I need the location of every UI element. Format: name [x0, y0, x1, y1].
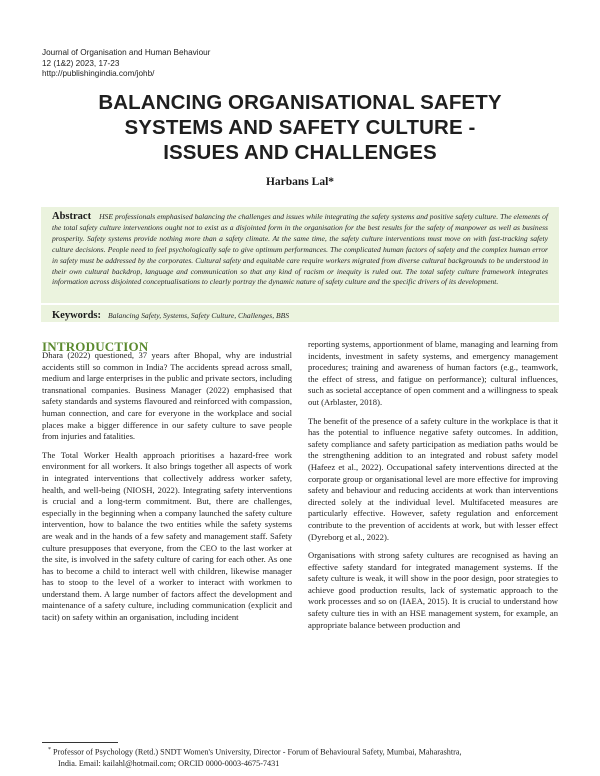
keywords-text: Balancing Safety, Systems, Safety Culture, Challenges, BBS: [108, 311, 290, 320]
body-paragraph: reporting systems, apportionment of blame, managing and learning from incidents, investment in safety systems, and emergency management procedures; training and awareness of human factors (e.g., teamwork, the effect of stress, and fatigue on performance); cultural influences, such as societal acceptance of open comment and a willingness to speak out (Arblaster, 2018).: [308, 339, 558, 407]
keywords-box: [41, 305, 559, 322]
article-title: [40, 90, 560, 165]
section-heading-introduction: INTRODUCTION: [42, 339, 149, 354]
title-line-3: ISSUES AND CHALLENGES: [163, 141, 437, 164]
abstract-paragraph: [52, 212, 548, 288]
abstract-label: Abstract: [52, 211, 92, 222]
journal-url[interactable]: http://publishingindia.com/johb/: [42, 69, 155, 79]
abstract-box: [41, 207, 559, 303]
footnote-divider: [42, 742, 118, 743]
footnote-affiliation: Professor of Psychology (Retd.) SNDT Women's University, Director - Forum of Behavioural Safety, Mumbai, Maharashtra,: [53, 747, 462, 757]
journal-header: [42, 48, 210, 80]
keywords-label: Keywords:: [52, 310, 101, 321]
journal-volume: 12 (1&2) 2023, 17-23: [42, 58, 120, 68]
footnote-marker: *: [48, 747, 51, 753]
journal-name: Journal of Organisation and Human Behaviour: [42, 48, 211, 57]
body-paragraph: Dhara (2022) questioned, 37 years after Bhopal, why are industrial accidents still so common in India? The accidents spread across small, medium and large enterprises in the public and private sectors, including transnational companies. Business Manager (2022) emphasised that safety standards and systems flavoured and reinforced with compassion, human connection, and care for everyone in the workplace and social places make a bigger difference in our safety culture to save people from injuries and fatalities.: [42, 350, 292, 442]
title-line-1: BALANCING ORGANISATIONAL SAFETY: [98, 91, 502, 114]
footnote-line-2: India. Email: kailahl@hotmail.com; ORCID 0000-0003-4675-7431: [58, 758, 280, 768]
author-name: Harbans Lal*: [265, 176, 335, 188]
footnote-line-1: [48, 745, 568, 758]
author-footnote: [48, 745, 568, 769]
title-line-2: SYSTEMS AND SAFETY CULTURE -: [124, 116, 476, 139]
body-paragraph: The Total Worker Health approach prioritises a hazard-free work environment for all workers. It also brings together all aspects of work in integrated interventions that collectively address worker safety, health, and well-being (NIOSH, 2022). Integrating safety interventions is crucial and a long-term commitment. But, there are challenges, especially in the beginning when a company launched the safety culture intervention, how to balance the two entities while the safety systems are weak and in the hands of a few safety and management staff. Safety culture presupposes that everyone, from the CEO to the last worker at the site, is involved in the safety culture of caring for each other. As one has to become a child to interact well with children, likewise manager has to stoop to the level of a worker to interact with workmen to understand them. A large number of factors affect the development and maintenance of a safety culture, including communication (explicit and tacit) on safety within an organisation, including incident: [42, 449, 292, 623]
body-paragraph: Organisations with strong safety cultures are recognised as having an effective safety standard for integrated management systems. If the safety culture is weak, it will show in the poor design, poor strategies to achieve good production results, lack of systematic approach to the work processes and so on (IAEA, 2015). It is crucial to understand how safety culture ties in with an HSE management system, for example, an appropriate balance between production and: [308, 550, 558, 630]
body-column-right: [308, 339, 558, 638]
body-column-left: [42, 350, 292, 631]
abstract-text: HSE professionals emphasised balancing the challenges and issues while integrating the safety systems and positive safety culture. The elements of the total safety culture interventions ought not to exist as a disjointed form in the organisation for the best results for the safety of manpower as well as business prosperity. Safety systems provide nothing more than a safety climate. At the same time, the safety culture interventions must move on with fast-tracking safety culture decisions. People need to feel psychologically safe to give optimum performances. The complicated human factors of safety and the complex human error in safety must be addressed by the corporates. Cultural safety and equitable care require workers migrated from diverse cultural backgrounds to be understood in their own cultural backdrop, language and communication so that any kind of racism or inequity is ruled out. The total safety culture framework integrates information across disjointed conceptualisations to clearly portray the dynamic nature of safety culture and the specific drivers of its development.: [52, 212, 548, 287]
body-paragraph: The benefit of the presence of a safety culture in the workplace is that it has the potential to influence negative safety outcomes. In addition, safety compliance and safety participation as mediation paths would be the strengthening addition to an integrated and robust safety model (Hafeez et al., 2022). Occupational safety interventions directed at the corporate group or organisational level are more effective for improving safety and behaviour and reducing accidents at work than interventions directed solely at the individual level. Multifaceted measures are particularly effective. However, safety regulation and enforcement contribute to the prevention of accidents at work, but with lesser effect (Dyreborg et al., 2022).: [308, 415, 558, 542]
